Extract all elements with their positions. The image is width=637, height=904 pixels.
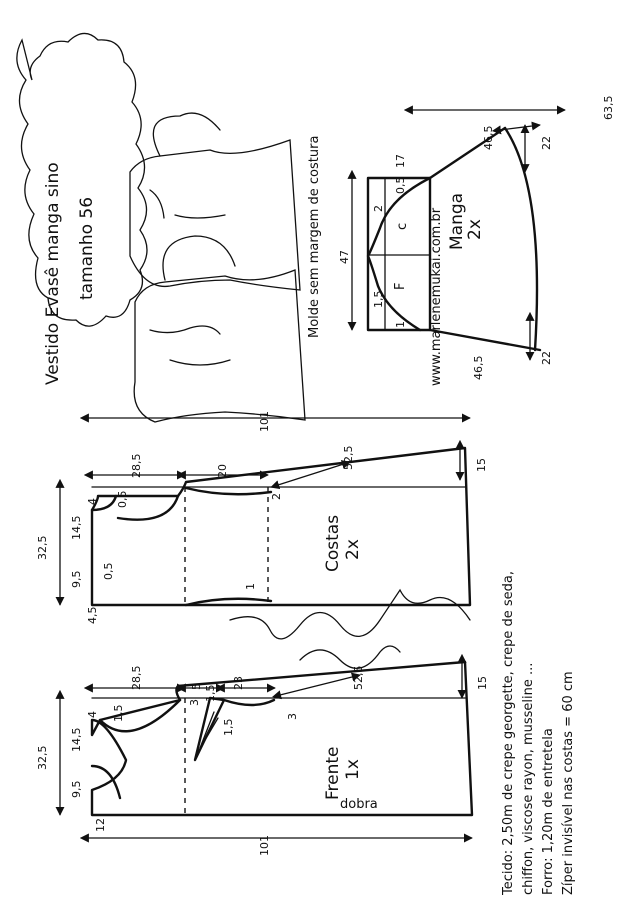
- back-dim-28-5: 28,5: [130, 453, 143, 478]
- seam-note: Molde sem margem de costura: [307, 135, 322, 338]
- back-name: Costas: [323, 514, 343, 572]
- front-dim-1-5-neck: 1,5: [112, 704, 125, 722]
- dress-sketch-back: [130, 113, 300, 290]
- front-name: Frente: [323, 746, 343, 800]
- sleeve-dim-0-5: 0,5: [394, 176, 407, 194]
- front-dim-28-5: 28,5: [130, 665, 143, 690]
- back-dim-2: 2: [270, 493, 283, 500]
- front-dim-1-5-dart-a: 1,5: [222, 718, 235, 736]
- front-dim-52-5: 52,5: [352, 665, 365, 690]
- sleeve-qty: 2x: [465, 219, 485, 240]
- front-pattern: [36, 662, 489, 856]
- front-dim-14-5: 14,5: [70, 727, 83, 752]
- materials-line-4: Zíper invisível nas costas = 60 cm: [561, 671, 576, 895]
- back-dim-32-5: 32,5: [36, 535, 49, 560]
- sleeve-pattern: [338, 96, 615, 381]
- back-dim-101: 101: [258, 411, 271, 432]
- front-dim-4: 4: [86, 711, 99, 718]
- front-dim-15: 15: [476, 676, 489, 690]
- sleeve-name: Manga: [447, 192, 467, 250]
- front-dim-3-b: 3: [286, 713, 299, 720]
- sleeve-dim-1: 1: [394, 321, 407, 328]
- back-dim-4: 4: [86, 498, 99, 505]
- back-dim-0-5-a: 0,5: [116, 490, 129, 508]
- back-qty: 2x: [343, 539, 363, 560]
- sleeve-dim-22-bottom: 22: [540, 351, 553, 365]
- materials-line-1: Tecido: 2,50m de crepe georgette, crepe de seda,: [501, 570, 516, 895]
- website-url: www.marlenemukai.com.br: [429, 207, 444, 386]
- front-fold-label: dobra: [340, 797, 378, 812]
- front-dim-23: 23: [232, 676, 245, 690]
- back-dim-0-5-b: 0,5: [102, 562, 115, 580]
- materials-line-2: chiffon, viscose rayon, musseline ...: [521, 662, 536, 895]
- front-dim-32-5: 32,5: [36, 745, 49, 770]
- front-qty: 1x: [343, 759, 363, 780]
- sleeve-letter-c: c: [395, 222, 410, 230]
- sleeve-dim-46-5-top: 46,5: [482, 125, 495, 150]
- back-pattern: [36, 411, 488, 624]
- back-dim-4-5: 4,5: [86, 606, 99, 624]
- title-line-2: tamanho 56: [77, 196, 97, 300]
- sleeve-dim-47: 47: [338, 250, 351, 264]
- sleeve-dim-22-top: 22: [540, 136, 553, 150]
- materials-note: [501, 571, 576, 896]
- title-line-1: Vestido Evasê manga sino: [43, 162, 63, 385]
- materials-line-3: Forro: 1,20m de entretela: [541, 728, 556, 895]
- front-dim-1-5-dart-b: 1,5: [204, 684, 217, 702]
- back-dim-52-5: 52,5: [342, 445, 355, 470]
- back-dim-1: 1: [244, 583, 257, 590]
- front-dim-5: 5: [190, 683, 203, 690]
- sleeve-dim-46-5-bottom: 46,5: [472, 355, 485, 380]
- signature: [230, 590, 470, 668]
- sleeve-dim-1-5: 1,5: [372, 290, 385, 308]
- back-dim-20: 20: [216, 464, 229, 478]
- sleeve-dim-17: 17: [394, 154, 407, 168]
- front-dim-101: 101: [258, 835, 271, 856]
- back-dim-9-5: 9,5: [70, 570, 83, 588]
- dress-sketch-front: [134, 236, 305, 422]
- front-dim-9-5: 9,5: [70, 780, 83, 798]
- front-dim-12: 12: [94, 818, 107, 832]
- back-dim-14-5: 14,5: [70, 515, 83, 540]
- front-dim-3-a: 3: [188, 699, 201, 706]
- sleeve-dim-2: 2: [372, 205, 385, 212]
- sleeve-letter-f: F: [393, 282, 408, 290]
- sleeve-dim-63-5: 63,5: [602, 95, 615, 120]
- title-cloud: [17, 33, 147, 385]
- back-dim-15: 15: [475, 458, 488, 472]
